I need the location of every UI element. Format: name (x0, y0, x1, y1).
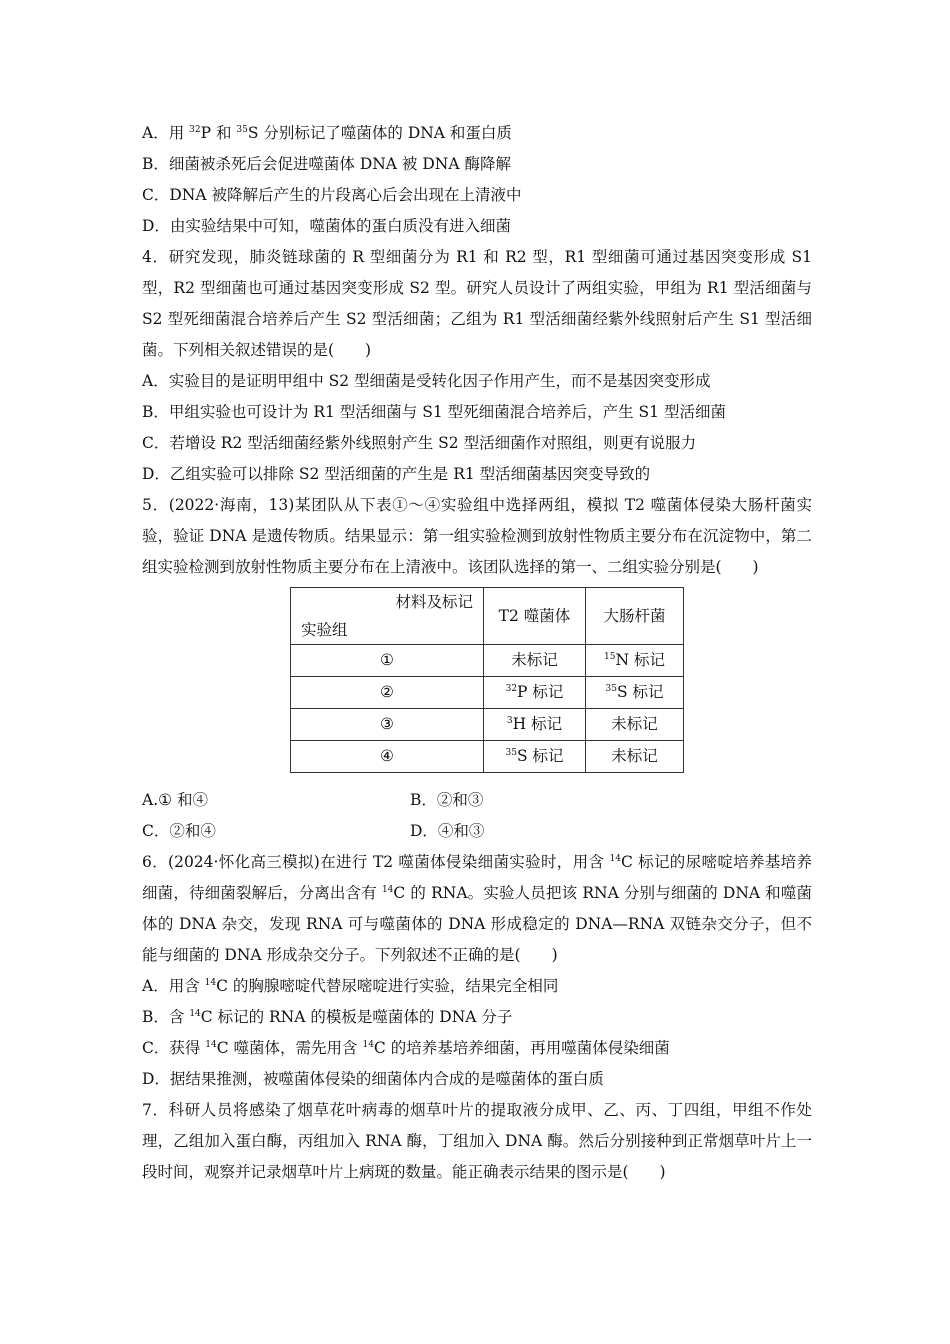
q4-option-b: B．甲组实验也可设计为 R1 型活细菌与 S1 型死细菌混合培养后，产生 S1 型活细菌 (142, 403, 726, 421)
q5-option-d: D．④和③ (410, 822, 485, 840)
q5-options-row-1 (142, 785, 812, 816)
ecoli-label-cell: $^{15}$N 标记 (586, 645, 684, 677)
header-phage: T2 噬菌体 (484, 588, 586, 645)
q5-option-c: C．②和④ (142, 822, 216, 840)
q3-option-a: A．用 $^{32}$P 和 $^{35}$S 分别标记了噬菌体的 DNA 和蛋白质 (142, 124, 512, 142)
q6-stem: 6．(2024·怀化高三模拟)在进行 T2 噬菌体侵染细菌实验时，用含 $^{14}$C 标记的尿嘧啶培养基培养细菌，待细菌裂解后，分离出含有 $^{14}$C 的 RNA。实验人员把该 RNA 分别与细菌的 DNA 和噬菌体的 DNA 杂交，发现 RNA 可与噬菌体的 DNA 形成稳定的 DNA—RNA 双链杂交分子，但不能与细菌的 DNA 形成杂交分子。下列叙述不正确的是( ) (142, 853, 812, 964)
document-page (142, 118, 812, 1188)
phage-label-cell: $^{35}$S 标记 (484, 741, 586, 773)
group-cell: ① (291, 645, 484, 677)
q5-options-row-2 (142, 816, 812, 847)
table-corner-cell (291, 588, 484, 645)
q4-option-a: A．实验目的是证明甲组中 S2 型细菌是受转化因子作用产生，而不是基因突变形成 (142, 372, 711, 390)
phage-label-cell: 未标记 (484, 645, 586, 677)
q6-option-d: D．据结果推测，被噬菌体侵染的细菌体内合成的是噬菌体的蛋白质 (142, 1070, 604, 1088)
q4-option-d: D．乙组实验可以排除 S2 型活细菌的产生是 R1 型活细菌基因突变导致的 (142, 465, 651, 483)
header-materials: 材料及标记 (395, 593, 473, 611)
q3-option-d: D．由实验结果中可知，噬菌体的蛋白质没有进入细菌 (142, 217, 511, 235)
q6-option-a: A．用含 $^{14}$C 的胸腺嘧啶代替尿嘧啶进行实验，结果完全相同 (142, 977, 559, 995)
phage-label-cell: $^3$H 标记 (484, 709, 586, 741)
q5-stem: 5．(2022·海南，13)某团队从下表①～④实验组中选择两组，模拟 T2 噬菌体侵染大肠杆菌实验，验证 DNA 是遗传物质。结果显示：第一组实验检测到放射性物质主要分布在沉淀物中，第二组实验检测到放射性物质主要分布在上清液中。该团队选择的第一、二组实验分别是( ) (142, 496, 812, 576)
q4-stem: 4．研究发现，肺炎链球菌的 R 型细菌分为 R1 和 R2 型，R1 型细菌可通过基因突变形成 S1 型，R2 型细菌也可通过基因突变形成 S2 型。研究人员设计了两组实验，甲组为 R1 型活细菌与 S2 型死细菌混合培养后产生 S2 型活细菌；乙组为 R1 型活细菌经紫外线照射后产生 S1 型活细菌。下列相关叙述错误的是( ) (142, 248, 812, 359)
group-cell: ③ (291, 709, 484, 741)
q3-option-b: B．细菌被杀死后会促进噬菌体 DNA 被 DNA 酶降解 (142, 155, 511, 173)
q7-stem: 7．科研人员将感染了烟草花叶病毒的烟草叶片的提取液分成甲、乙、丙、丁四组，甲组不作处理，乙组加入蛋白酶，丙组加入 RNA 酶，丁组加入 DNA 酶。然后分别接种到正常烟草叶片上一段时间，观察并记录烟草叶片上病斑的数量。能正确表示结果的图示是( ) (142, 1101, 812, 1181)
header-ecoli: 大肠杆菌 (586, 588, 684, 645)
q6-option-b: B．含 $^{14}$C 标记的 RNA 的模板是噬菌体的 DNA 分子 (142, 1008, 513, 1026)
q4-option-c: C．若增设 R2 型活细菌经紫外线照射产生 S2 型活细菌作对照组，则更有说服力 (142, 434, 697, 452)
table-header-row (291, 588, 684, 645)
q6-option-c: C．获得 $^{14}$C 噬菌体，需先用含 $^{14}$C 的培养基培养细菌，再用噬菌体侵染细菌 (142, 1039, 670, 1057)
q5-option-a: A.① 和④ (142, 791, 208, 809)
ecoli-label-cell: 未标记 (586, 709, 684, 741)
table-row (291, 645, 684, 677)
table-row (291, 709, 684, 741)
q3-option-c: C．DNA 被降解后产生的片段离心后会出现在上清液中 (142, 186, 522, 204)
experiment-table (290, 587, 684, 773)
group-cell: ② (291, 677, 484, 709)
group-cell: ④ (291, 741, 484, 773)
q5-option-b: B．②和③ (410, 791, 484, 809)
table-row (291, 741, 684, 773)
ecoli-label-cell: $^{35}$S 标记 (586, 677, 684, 709)
phage-label-cell: $^{32}$P 标记 (484, 677, 586, 709)
table-row (291, 677, 684, 709)
ecoli-label-cell: 未标记 (586, 741, 684, 773)
header-group: 实验组 (301, 621, 348, 639)
